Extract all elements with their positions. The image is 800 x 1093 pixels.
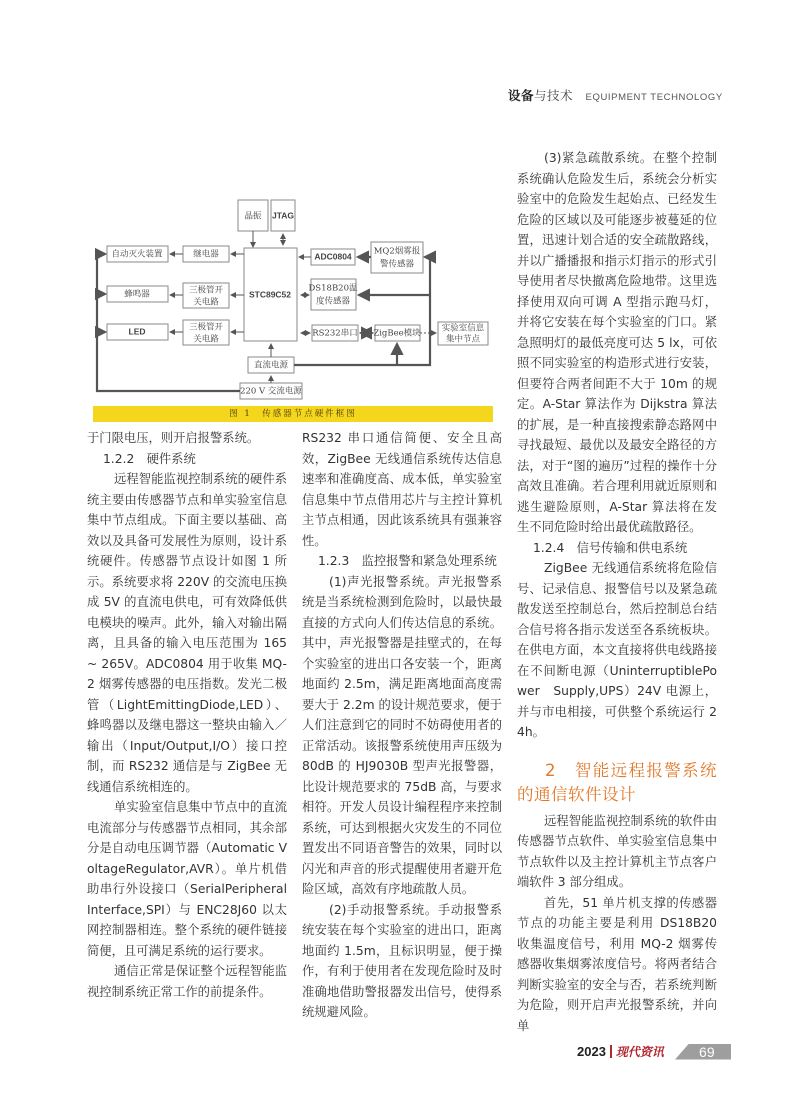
subsection-heading-1-2-4: 1.2.4 信号传输和供电系统 (532, 540, 688, 555)
block-adc (311, 249, 355, 265)
footer-year: 2023 (577, 1044, 606, 1059)
block-jtag (271, 200, 295, 231)
block-led (107, 324, 168, 340)
running-header (508, 86, 723, 104)
svg-text:关电路: 关电路 (193, 297, 219, 308)
header-section-bold: 设备 (508, 88, 535, 103)
block-buzzer (107, 286, 168, 302)
text-column-3 (517, 148, 717, 1036)
text-column-1 (87, 428, 287, 1002)
block-transistor-switch-2 (183, 320, 229, 345)
svg-text:警传感器: 警传感器 (379, 259, 415, 270)
block-fire-device-label: 自动灭火装置 (111, 249, 163, 260)
block-mcu-label: STC89C52 (248, 289, 292, 300)
svg-text:三极管开: 三极管开 (188, 285, 224, 296)
block-adc-label: ADC0804 (314, 251, 352, 262)
paragraph: 首先，51 单片机支撑的传感器节点的功能主要是利用 DS18B20 收集温度信号，利用 MQ-2 烟雾传感器收集烟雾浓度信号。将两者结合判断实验室的安全与否，若系统判断为危险，则开启声光报警系统，并向单 (517, 895, 717, 1033)
figure-caption: 图 1 传感器节点硬件框图 (93, 406, 493, 422)
block-ac-power (240, 383, 302, 399)
paragraph: (2)手动报警系统。手动报警系统安装在每个实验室的进出口，距离地面约 1.5m，且标识明显，便于操作，有利于使用者在发现危险时及时准确地借助警报器发出信号，使得系统规避风险。 (302, 902, 502, 1019)
text-column-2 (302, 428, 502, 1023)
subsection-heading-1-2-2: 1.2.2 硬件系统 (102, 451, 196, 466)
block-mcu (244, 248, 297, 341)
block-mq2 (371, 242, 423, 273)
page-footer (577, 1041, 731, 1059)
block-lab-node (438, 322, 488, 345)
svg-text:MQ2烟雾报: MQ2烟雾报 (373, 246, 421, 257)
block-rs232-label: RS232串口 (312, 328, 358, 339)
svg-text:集中节点: 集中节点 (445, 334, 481, 345)
page-number-tab (675, 1044, 731, 1060)
block-crystal (238, 200, 268, 231)
header-section-english: EQUIPMENT TECHNOLOGY (585, 92, 723, 103)
block-zigbee-label: ZigBee模块 (373, 328, 421, 339)
svg-text:三极管开: 三极管开 (188, 322, 224, 333)
page-number: 69 (699, 1043, 715, 1060)
block-ac-power-label: 220 V 交流电源 (240, 386, 302, 397)
footer-separator (610, 1045, 612, 1058)
subsection-heading-1-2-3: 1.2.3 监控报警和紧急处理系统 (317, 554, 497, 568)
block-transistor-switch-1 (183, 283, 229, 308)
block-crystal-label: 晶振 (244, 211, 262, 222)
block-dc-power-label: 直流电源 (253, 360, 289, 371)
section-title-text: 智能远程报警系统的通信软件设计 (517, 760, 717, 804)
block-rs232 (312, 325, 358, 341)
block-relay (183, 246, 229, 262)
section-number: 2 (545, 760, 556, 780)
figure-1-diagram (95, 185, 495, 405)
svg-text:DS18B20温: DS18B20温 (308, 283, 358, 294)
paragraph: 远程智能监视控制系统的软件由传感器节点软件、单实验室信息集中节点软件以及主控计算机主节点客户端软件 3 部分组成。 (517, 813, 717, 889)
svg-text:关电路: 关电路 (193, 334, 219, 345)
block-ds18b20 (308, 279, 358, 310)
paragraph: (3)紧急疏散系统。在整个控制系统确认危险发生后，系统会分析实验室中的危险发生起始点、已经发生危险的区域以及可能逐步被蔓延的位置，迅速计划合适的安全疏散路线，并以广播播报和指示灯指示的形式引导使用者尽快撤离危险地带。这里选择使用双向可调 A 型指示跑马灯，并将它安装在每个实验室的门口。紧急照明灯的最低亮度可达 5 lx，可依照不同实验室的构造形式进行安装，但要符合两者间距不大于 10m 的规定。A-Star 算法作为 Dijkstra 算法的扩展，是一种直接搜索静态路网中寻找最短、最优以及最安全路径的方法，对于“图的遍历”过程的操作十分高效且准确。若合理利用就近原则和逃生避险原则，A-Star 算法将在发生不同危险时给出最优疏散路径。 (517, 151, 717, 534)
header-section-light: 与技术 (534, 88, 574, 103)
section-heading-2 (517, 759, 717, 807)
block-led-label: LED (128, 326, 146, 337)
journal-name: 现代资讯 (615, 1045, 664, 1059)
block-dc-power (248, 357, 294, 373)
paragraph: 单实验室信息集中节点中的直流电流部分与传感器节点相同，其余部分是自动电压调节器（Automatic VoltageRegulator,AVR）。单片机借助串行外设接口（SerialPeripheral Interface,SPI）与 ENC28J60 以太网控制器相连。整个系统的硬件链接简便，且可满足系统的运行要求。 (87, 800, 287, 958)
paragraph: 远程智能监视控制系统的硬件系统主要由传感器节点和单实验室信息集中节点组成。下面主要以基础、高效以及具备可发展性为原则，设计系统硬件。传感器节点设计如图 1 所示。系统要求将 220V 的交流电压换成 5V 的直流电供电，可有效降低供电模块的噪声。此外，输入对输出隔离，且具备的输入电压范围为 165 ~ 265V。ADC0804 用于收集 MQ-2 烟雾传感器的电压指数。发光二极管（LightEmittingDiode,LED）、蜂鸣器以及继电器这一整块由输入／输出（Input/Output,I/O）接口控制，而 RS232 通信是与 ZigBee 无线通信系统相连的。 (87, 472, 287, 794)
paragraph: RS232 串口通信简便、安全且高效，ZigBee 无线通信系统传达信息速率和准确度高、成本低，单实验室信息集中节点借用芯片与主控计算机主节点相通，因此该系统具有强兼容性。 (302, 431, 502, 548)
paragraph: 通信正常是保证整个远程智能监视控制系统正常工作的前提条件。 (87, 964, 287, 999)
hardware-block-diagram (95, 185, 495, 405)
block-relay-label: 继电器 (193, 249, 219, 260)
svg-text:实验室信息: 实验室信息 (441, 323, 485, 334)
paragraph: 于门限电压，则开启报警系统。 (87, 431, 260, 445)
block-fire-device (107, 246, 168, 262)
block-zigbee (373, 325, 421, 341)
paragraph: (1)声光报警系统。声光报警系统是当系统检测到危险时，以最快最直接的方式向人们传达信息的系统。其中，声光报警器是挂壁式的，在每个实验室的进出口各安装一个，距离地面约 2.5m，满足距离地面高度需要大于 2.2m 的设计规范要求，便于人们注意到它的同时不妨碍使用者的正常活动。该报警系统使用声压级为 80dB 的 HJ9030B 型声光报警器，比设计规范要求的 75dB 高，与要求相符。开发人员设计编程程序来控制系统，可达到根据火灾发生的不同位置发出不同语音警告的效果，同时以闪光和声音的形式提醒使用者避开危险区域，高效有序地疏散人员。 (302, 574, 502, 896)
paragraph: ZigBee 无线通信系统将危险信号、记录信息、报警信号以及紧急疏散发送至控制总台，然后控制总台结合信号将各指示发送至各系统板块。在供电方面，本文直接将供电线路接在不间断电源（UninterruptiblePower Supply,UPS）24V 电源上，并与市电相接，可供整个系统运行 24h。 (517, 561, 717, 739)
block-jtag-label: JTAG (271, 210, 295, 221)
block-buzzer-label: 蜂鸣器 (124, 289, 150, 300)
svg-text:度传感器: 度传感器 (315, 296, 351, 307)
